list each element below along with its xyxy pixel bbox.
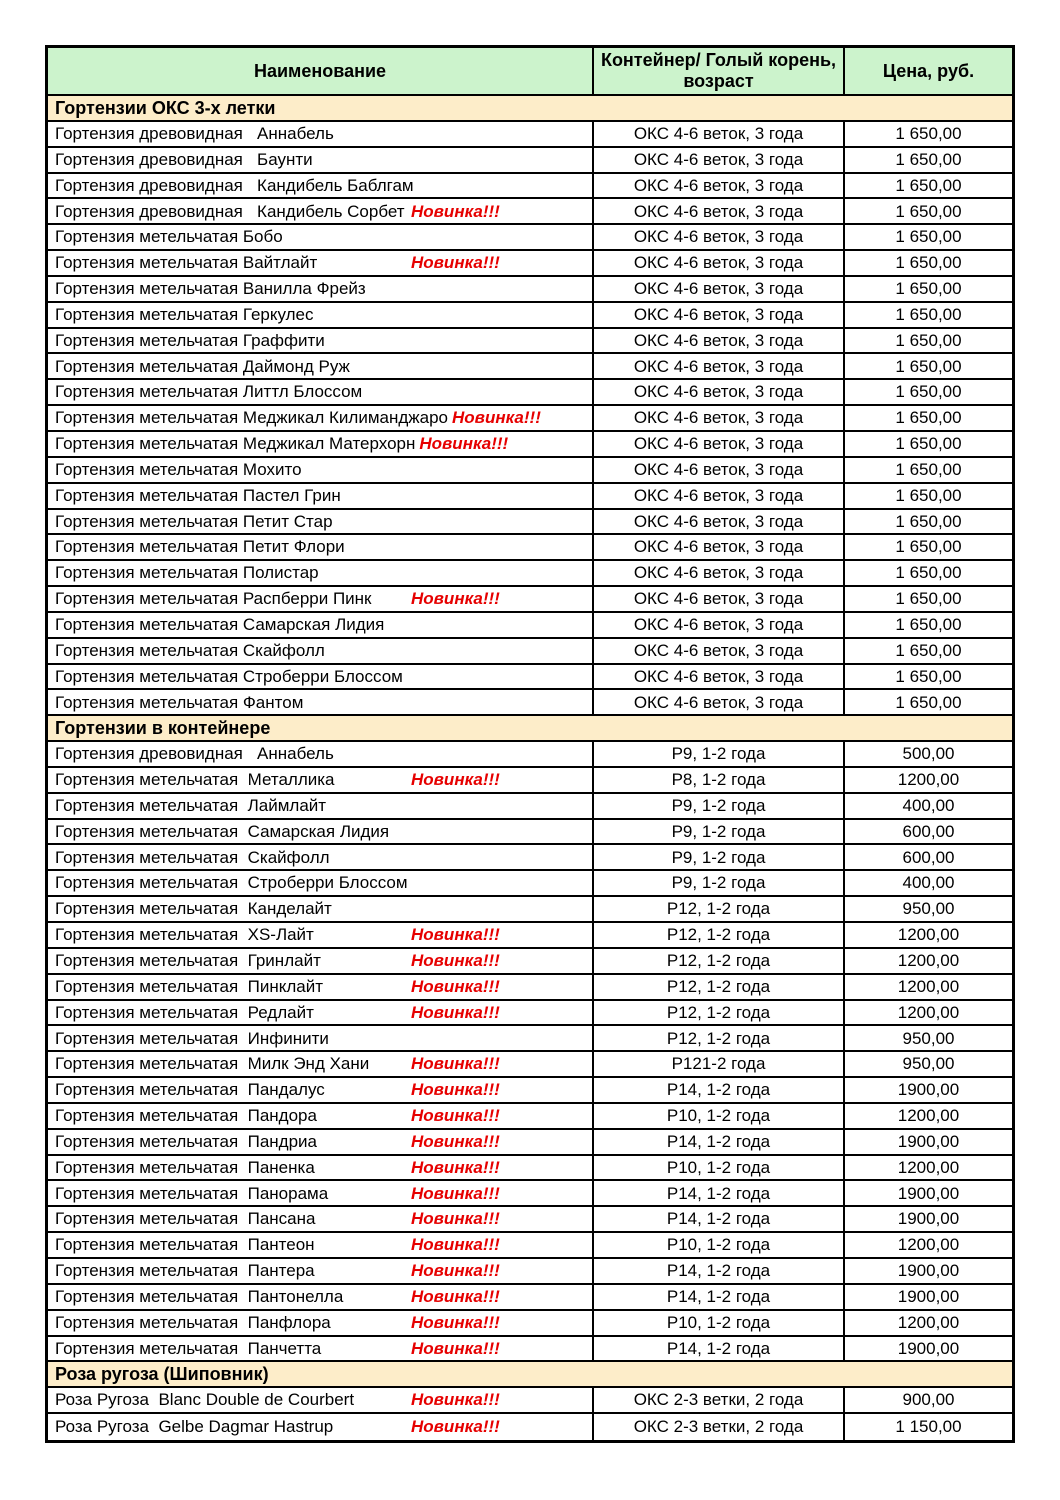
plant-name: Гортензия метельчатая Металлика <box>55 770 335 790</box>
table-row-name-cell <box>48 690 594 716</box>
table-row-name-cell <box>48 432 594 458</box>
plant-name: Гортензия метельчатая Самарская Лидия <box>55 615 385 635</box>
price-cell: 500,00 <box>845 742 1012 768</box>
price-cell: 1200,00 <box>845 1104 1012 1130</box>
plant-name: Гортензия метельчатая Паненка <box>55 1157 315 1177</box>
plant-name: Гортензия метельчатая Редлайт <box>55 1002 314 1022</box>
novinka-badge: Новинка!!! <box>411 1261 500 1281</box>
container-age-cell: ОКС 4-6 веток, 3 года <box>594 458 845 484</box>
plant-name: Гортензия метельчатая Ванилла Фрейз <box>55 279 366 299</box>
price-cell: 600,00 <box>845 820 1012 846</box>
table-row-name-cell <box>48 484 594 510</box>
container-age-cell: ОКС 4-6 веток, 3 года <box>594 432 845 458</box>
price-cell: 1 650,00 <box>845 251 1012 277</box>
container-age-cell: ОКС 4-6 веток, 3 года <box>594 251 845 277</box>
container-age-cell: Р10, 1-2 года <box>594 1104 845 1130</box>
price-cell: 1 650,00 <box>845 148 1012 174</box>
table-row-name-cell <box>48 225 594 251</box>
container-age-cell: ОКС 4-6 веток, 3 года <box>594 665 845 691</box>
plant-name: Гортензия метельчатая Пансана <box>55 1209 316 1229</box>
price-cell: 1900,00 <box>845 1181 1012 1207</box>
plant-name: Гортензия метельчатая Геркулес <box>55 304 314 324</box>
plant-name: Гортензия метельчатая Фантом <box>55 692 304 712</box>
container-age-cell: ОКС 4-6 веток, 3 года <box>594 354 845 380</box>
novinka-badge: Новинка!!! <box>411 1338 500 1358</box>
section-header: Гортензии в контейнере <box>48 716 1012 742</box>
table-row-name-cell <box>48 1337 594 1363</box>
container-age-cell: ОКС 4-6 веток, 3 года <box>594 303 845 329</box>
container-age-cell: ОКС 4-6 веток, 3 года <box>594 690 845 716</box>
novinka-badge: Новинка!!! <box>411 253 500 273</box>
price-cell: 950,00 <box>845 1052 1012 1078</box>
price-cell: 1900,00 <box>845 1078 1012 1104</box>
container-age-cell: Р12, 1-2 года <box>594 1001 845 1027</box>
table-row-name-cell <box>48 380 594 406</box>
novinka-badge: Новинка!!! <box>411 1080 500 1100</box>
table-row-name-cell <box>48 1001 594 1027</box>
container-age-cell: Р14, 1-2 года <box>594 1337 845 1363</box>
plant-name: Гортензия метельчатая Строберри Блоссом <box>55 873 408 893</box>
novinka-badge: Новинка!!! <box>411 1157 500 1177</box>
table-row-name-cell <box>48 975 594 1001</box>
price-cell: 1200,00 <box>845 1233 1012 1259</box>
container-age-cell: Р9, 1-2 года <box>594 742 845 768</box>
container-age-cell: ОКС 4-6 веток, 3 года <box>594 535 845 561</box>
price-cell: 1 650,00 <box>845 380 1012 406</box>
table-row-name-cell <box>48 510 594 536</box>
price-cell: 1900,00 <box>845 1337 1012 1363</box>
table-row-name-cell <box>48 329 594 355</box>
price-cell: 1 650,00 <box>845 303 1012 329</box>
container-age-cell: Р121-2 года <box>594 1052 845 1078</box>
table-row-name-cell <box>48 1078 594 1104</box>
table-row-name-cell <box>48 820 594 846</box>
plant-name: Гортензия древовидная Баунти <box>55 149 313 169</box>
table-row-name-cell <box>48 1259 594 1285</box>
price-cell: 1 650,00 <box>845 329 1012 355</box>
price-cell: 1900,00 <box>845 1259 1012 1285</box>
plant-name: Гортензия метельчатая Лаймлайт <box>55 795 327 815</box>
plant-name: Гортензия метельчатая Пандора <box>55 1106 317 1126</box>
table-row-name-cell <box>48 923 594 949</box>
plant-name: Гортензия метельчатая Скайфолл <box>55 847 330 867</box>
price-cell: 1900,00 <box>845 1207 1012 1233</box>
plant-name: Гортензия метельчатая XS-Лайт <box>55 925 314 945</box>
column-header-container: Контейнер/ Голый корень, возраст <box>594 48 845 96</box>
price-table <box>45 45 1015 1443</box>
novinka-badge: Новинка!!! <box>411 1183 500 1203</box>
container-age-cell: Р14, 1-2 года <box>594 1181 845 1207</box>
table-row-name-cell <box>48 587 594 613</box>
table-row-name-cell <box>48 1207 594 1233</box>
plant-name: Гортензия метельчатая Панфлора <box>55 1312 331 1332</box>
plant-name: Гортензия метельчатая Самарская Лидия <box>55 821 390 841</box>
novinka-badge: Новинка!!! <box>411 1131 500 1151</box>
table-row-name-cell <box>48 1026 594 1052</box>
table-row-name-cell <box>48 1311 594 1337</box>
container-age-cell: ОКС 4-6 веток, 3 года <box>594 561 845 587</box>
price-cell: 1900,00 <box>845 1285 1012 1311</box>
plant-name: Гортензия метельчатая Милк Энд Хани <box>55 1054 370 1074</box>
container-age-cell: Р14, 1-2 года <box>594 1130 845 1156</box>
table-row-name-cell <box>48 561 594 587</box>
container-age-cell: ОКС 2-3 ветки, 2 года <box>594 1414 845 1440</box>
novinka-badge: Новинка!!! <box>411 1417 500 1437</box>
table-row-name-cell <box>48 199 594 225</box>
container-age-cell: ОКС 4-6 веток, 3 года <box>594 122 845 148</box>
price-cell: 1200,00 <box>845 923 1012 949</box>
plant-name: Гортензия метельчатая Даймонд Руж <box>55 356 350 376</box>
table-row-name-cell <box>48 303 594 329</box>
table-row-name-cell <box>48 665 594 691</box>
container-age-cell: Р14, 1-2 года <box>594 1078 845 1104</box>
plant-name: Гортензия метельчатая Меджикал Матерхорн <box>55 434 416 454</box>
table-row-name-cell <box>48 251 594 277</box>
price-cell: 1200,00 <box>845 1156 1012 1182</box>
plant-name: Гортензия метельчатая Бобо <box>55 227 283 247</box>
price-cell: 1 650,00 <box>845 406 1012 432</box>
price-cell: 1 150,00 <box>895 1417 962 1437</box>
table-row-name-cell <box>48 1156 594 1182</box>
table-row-name-cell <box>48 535 594 561</box>
container-age-cell: ОКС 4-6 веток, 3 года <box>594 225 845 251</box>
column-header-name: Наименование <box>48 48 594 96</box>
price-cell: 1 650,00 <box>845 535 1012 561</box>
price-cell: 1 650,00 <box>845 561 1012 587</box>
container-age-cell: Р10, 1-2 года <box>594 1156 845 1182</box>
container-age-cell: Р9, 1-2 года <box>594 871 845 897</box>
plant-name: Гортензия древовидная Аннабель <box>55 744 334 764</box>
price-cell: 1 650,00 <box>845 225 1012 251</box>
container-age-cell: Р12, 1-2 года <box>594 923 845 949</box>
container-age-cell: Р14, 1-2 года <box>594 1259 845 1285</box>
container-age-cell: Р12, 1-2 года <box>594 1026 845 1052</box>
plant-name: Гортензия метельчатая Гринлайт <box>55 950 321 970</box>
table-row-name-cell <box>48 1181 594 1207</box>
table-row-name-cell <box>48 354 594 380</box>
plant-name: Гортензия метельчатая Распберри Пинк <box>55 589 372 609</box>
plant-name: Гортензия метельчатая Пантера <box>55 1261 315 1281</box>
novinka-badge: Новинка!!! <box>411 1286 500 1306</box>
container-age-cell: Р14, 1-2 года <box>594 1207 845 1233</box>
plant-name: Гортензия метельчатая Панчетта <box>55 1338 322 1358</box>
price-cell: 1 650,00 <box>845 613 1012 639</box>
table-row-name-cell <box>48 742 594 768</box>
container-age-cell: ОКС 4-6 веток, 3 года <box>594 613 845 639</box>
container-age-cell: ОКС 4-6 веток, 3 года <box>594 484 845 510</box>
table-row-name-cell <box>48 845 594 871</box>
plant-name: Гортензия метельчатая Пантонелла <box>55 1286 344 1306</box>
plant-name: Гортензия метельчатая Пандалус <box>55 1080 325 1100</box>
plant-name: Роза Ругоза Blanc Double de Courbert <box>55 1390 355 1410</box>
table-row-name-cell <box>48 174 594 200</box>
table-row-name-cell <box>48 897 594 923</box>
container-age-cell: ОКС 4-6 веток, 3 года <box>594 406 845 432</box>
novinka-badge: Новинка!!! <box>411 1235 500 1255</box>
price-cell: 1 650,00 <box>845 458 1012 484</box>
section-header: Роза ругоза (Шиповник) <box>48 1362 1012 1388</box>
novinka-badge: Новинка!!! <box>411 1106 500 1126</box>
plant-name: Гортензия древовидная Кандибель Сорбет <box>55 201 405 221</box>
price-cell: 1200,00 <box>845 1311 1012 1337</box>
price-cell: 900,00 <box>845 1388 1012 1414</box>
plant-name: Гортензия метельчатая Панорама <box>55 1183 329 1203</box>
container-age-cell: Р12, 1-2 года <box>594 897 845 923</box>
plant-name: Роза Ругоза Gelbe Dagmar Hastrup <box>55 1417 334 1437</box>
price-cell: 1200,00 <box>845 949 1012 975</box>
plant-name: Гортензия древовидная Кандибель Баблгам <box>55 175 414 195</box>
plant-name: Гортензия метельчатая Пандриа <box>55 1131 317 1151</box>
table-row-name-cell <box>48 1388 594 1414</box>
novinka-badge: Новинка!!! <box>411 770 500 790</box>
plant-name: Гортензия метельчатая Меджикал Килиманджаро <box>55 408 449 428</box>
plant-name: Гортензия метельчатая Полистар <box>55 563 319 583</box>
table-row-name-cell <box>48 1233 594 1259</box>
price-cell: 1 650,00 <box>845 174 1012 200</box>
price-cell: 400,00 <box>845 871 1012 897</box>
container-age-cell: ОКС 4-6 веток, 3 года <box>594 199 845 225</box>
container-age-cell: ОКС 4-6 веток, 3 года <box>594 174 845 200</box>
container-age-cell: Р14, 1-2 года <box>594 1285 845 1311</box>
container-age-cell: ОКС 4-6 веток, 3 года <box>594 277 845 303</box>
price-cell: 400,00 <box>845 794 1012 820</box>
price-cell: 1 650,00 <box>845 432 1012 458</box>
container-age-cell: ОКС 4-6 веток, 3 года <box>594 639 845 665</box>
table-row-name-cell <box>48 1104 594 1130</box>
container-age-cell: Р12, 1-2 года <box>594 975 845 1001</box>
plant-name: Гортензия метельчатая Пастел Грин <box>55 485 341 505</box>
price-cell: 1 650,00 <box>845 665 1012 691</box>
table-row-name-cell <box>48 794 594 820</box>
container-age-cell: Р8, 1-2 года <box>594 768 845 794</box>
price-cell: 950,00 <box>845 1026 1012 1052</box>
table-row-name-cell <box>48 1052 594 1078</box>
price-cell: 1200,00 <box>845 975 1012 1001</box>
plant-name: Гортензия метельчатая Инфинити <box>55 1028 329 1048</box>
plant-name: Гортензия метельчатая Скайфолл <box>55 640 325 660</box>
novinka-badge: Новинка!!! <box>452 408 541 428</box>
table-row-name-cell <box>48 949 594 975</box>
novinka-badge: Новинка!!! <box>411 976 500 996</box>
container-age-cell: Р9, 1-2 года <box>594 820 845 846</box>
container-age-cell: ОКС 4-6 веток, 3 года <box>594 587 845 613</box>
container-age-cell: ОКС 4-6 веток, 3 года <box>594 510 845 536</box>
plant-name: Гортензия метельчатая Литтл Блоссом <box>55 382 363 402</box>
novinka-badge: Новинка!!! <box>411 950 500 970</box>
price-cell: 1 650,00 <box>845 354 1012 380</box>
table-row-name-cell <box>48 406 594 432</box>
container-age-cell: ОКС 4-6 веток, 3 года <box>594 148 845 174</box>
section-header: Гортензии ОКС 3-х летки <box>48 96 1012 122</box>
price-cell: 600,00 <box>845 845 1012 871</box>
price-cell: 1 650,00 <box>845 639 1012 665</box>
price-cell: 1 650,00 <box>845 690 1012 716</box>
plant-name: Гортензия метельчатая Пантеон <box>55 1235 315 1255</box>
table-row-name-cell <box>48 1414 594 1440</box>
price-cell: 1200,00 <box>845 1001 1012 1027</box>
price-cell: 1 650,00 <box>845 484 1012 510</box>
novinka-badge: Новинка!!! <box>411 1312 500 1332</box>
table-row-name-cell <box>48 148 594 174</box>
plant-name: Гортензия метельчатая Петит Стар <box>55 511 333 531</box>
price-cell: 1 650,00 <box>845 199 1012 225</box>
novinka-badge: Новинка!!! <box>411 201 500 221</box>
container-age-cell: ОКС 4-6 веток, 3 года <box>594 329 845 355</box>
price-cell: 950,00 <box>845 897 1012 923</box>
column-header-price: Цена, руб. <box>845 48 1012 96</box>
container-age-cell: ОКС 4-6 веток, 3 года <box>594 380 845 406</box>
novinka-badge: Новинка!!! <box>411 1002 500 1022</box>
table-row-name-cell <box>48 613 594 639</box>
novinka-badge: Новинка!!! <box>411 925 500 945</box>
container-age-cell: ОКС 2-3 ветки, 2 года <box>594 1388 845 1414</box>
table-row-name-cell <box>48 639 594 665</box>
table-row-name-cell <box>48 768 594 794</box>
table-row-name-cell <box>48 122 594 148</box>
plant-name: Гортензия метельчатая Петит Флори <box>55 537 345 557</box>
price-cell: 1 650,00 <box>845 122 1012 148</box>
novinka-badge: Новинка!!! <box>411 589 500 609</box>
table-row-name-cell <box>48 458 594 484</box>
plant-name: Гортензия метельчатая Пинклайт <box>55 976 323 996</box>
novinka-badge: Новинка!!! <box>411 1390 500 1410</box>
plant-name: Гортензия метельчатая Граффити <box>55 330 325 350</box>
price-cell: 1 650,00 <box>845 587 1012 613</box>
table-row-name-cell <box>48 1285 594 1311</box>
container-age-cell: Р9, 1-2 года <box>594 794 845 820</box>
table-row-name-cell <box>48 871 594 897</box>
table-row-name-cell <box>48 277 594 303</box>
plant-name: Гортензия метельчатая Вайтлайт <box>55 253 318 273</box>
plant-name: Гортензия метельчатая Канделайт <box>55 899 332 919</box>
price-cell: 1200,00 <box>845 768 1012 794</box>
container-age-cell: Р10, 1-2 года <box>594 1311 845 1337</box>
novinka-badge: Новинка!!! <box>411 1209 500 1229</box>
novinka-badge: Новинка!!! <box>411 1054 500 1074</box>
price-cell: 1 650,00 <box>845 510 1012 536</box>
price-cell: 1900,00 <box>845 1130 1012 1156</box>
price-cell: 1 650,00 <box>845 277 1012 303</box>
plant-name: Гортензия древовидная Аннабель <box>55 123 334 143</box>
container-age-cell: Р9, 1-2 года <box>594 845 845 871</box>
plant-name: Гортензия метельчатая Мохито <box>55 459 302 479</box>
novinka-badge: Новинка!!! <box>419 434 509 454</box>
container-age-cell: Р10, 1-2 года <box>594 1233 845 1259</box>
plant-name: Гортензия метельчатая Строберри Блоссом <box>55 666 403 686</box>
table-row-name-cell <box>48 1130 594 1156</box>
container-age-cell: Р12, 1-2 года <box>594 949 845 975</box>
